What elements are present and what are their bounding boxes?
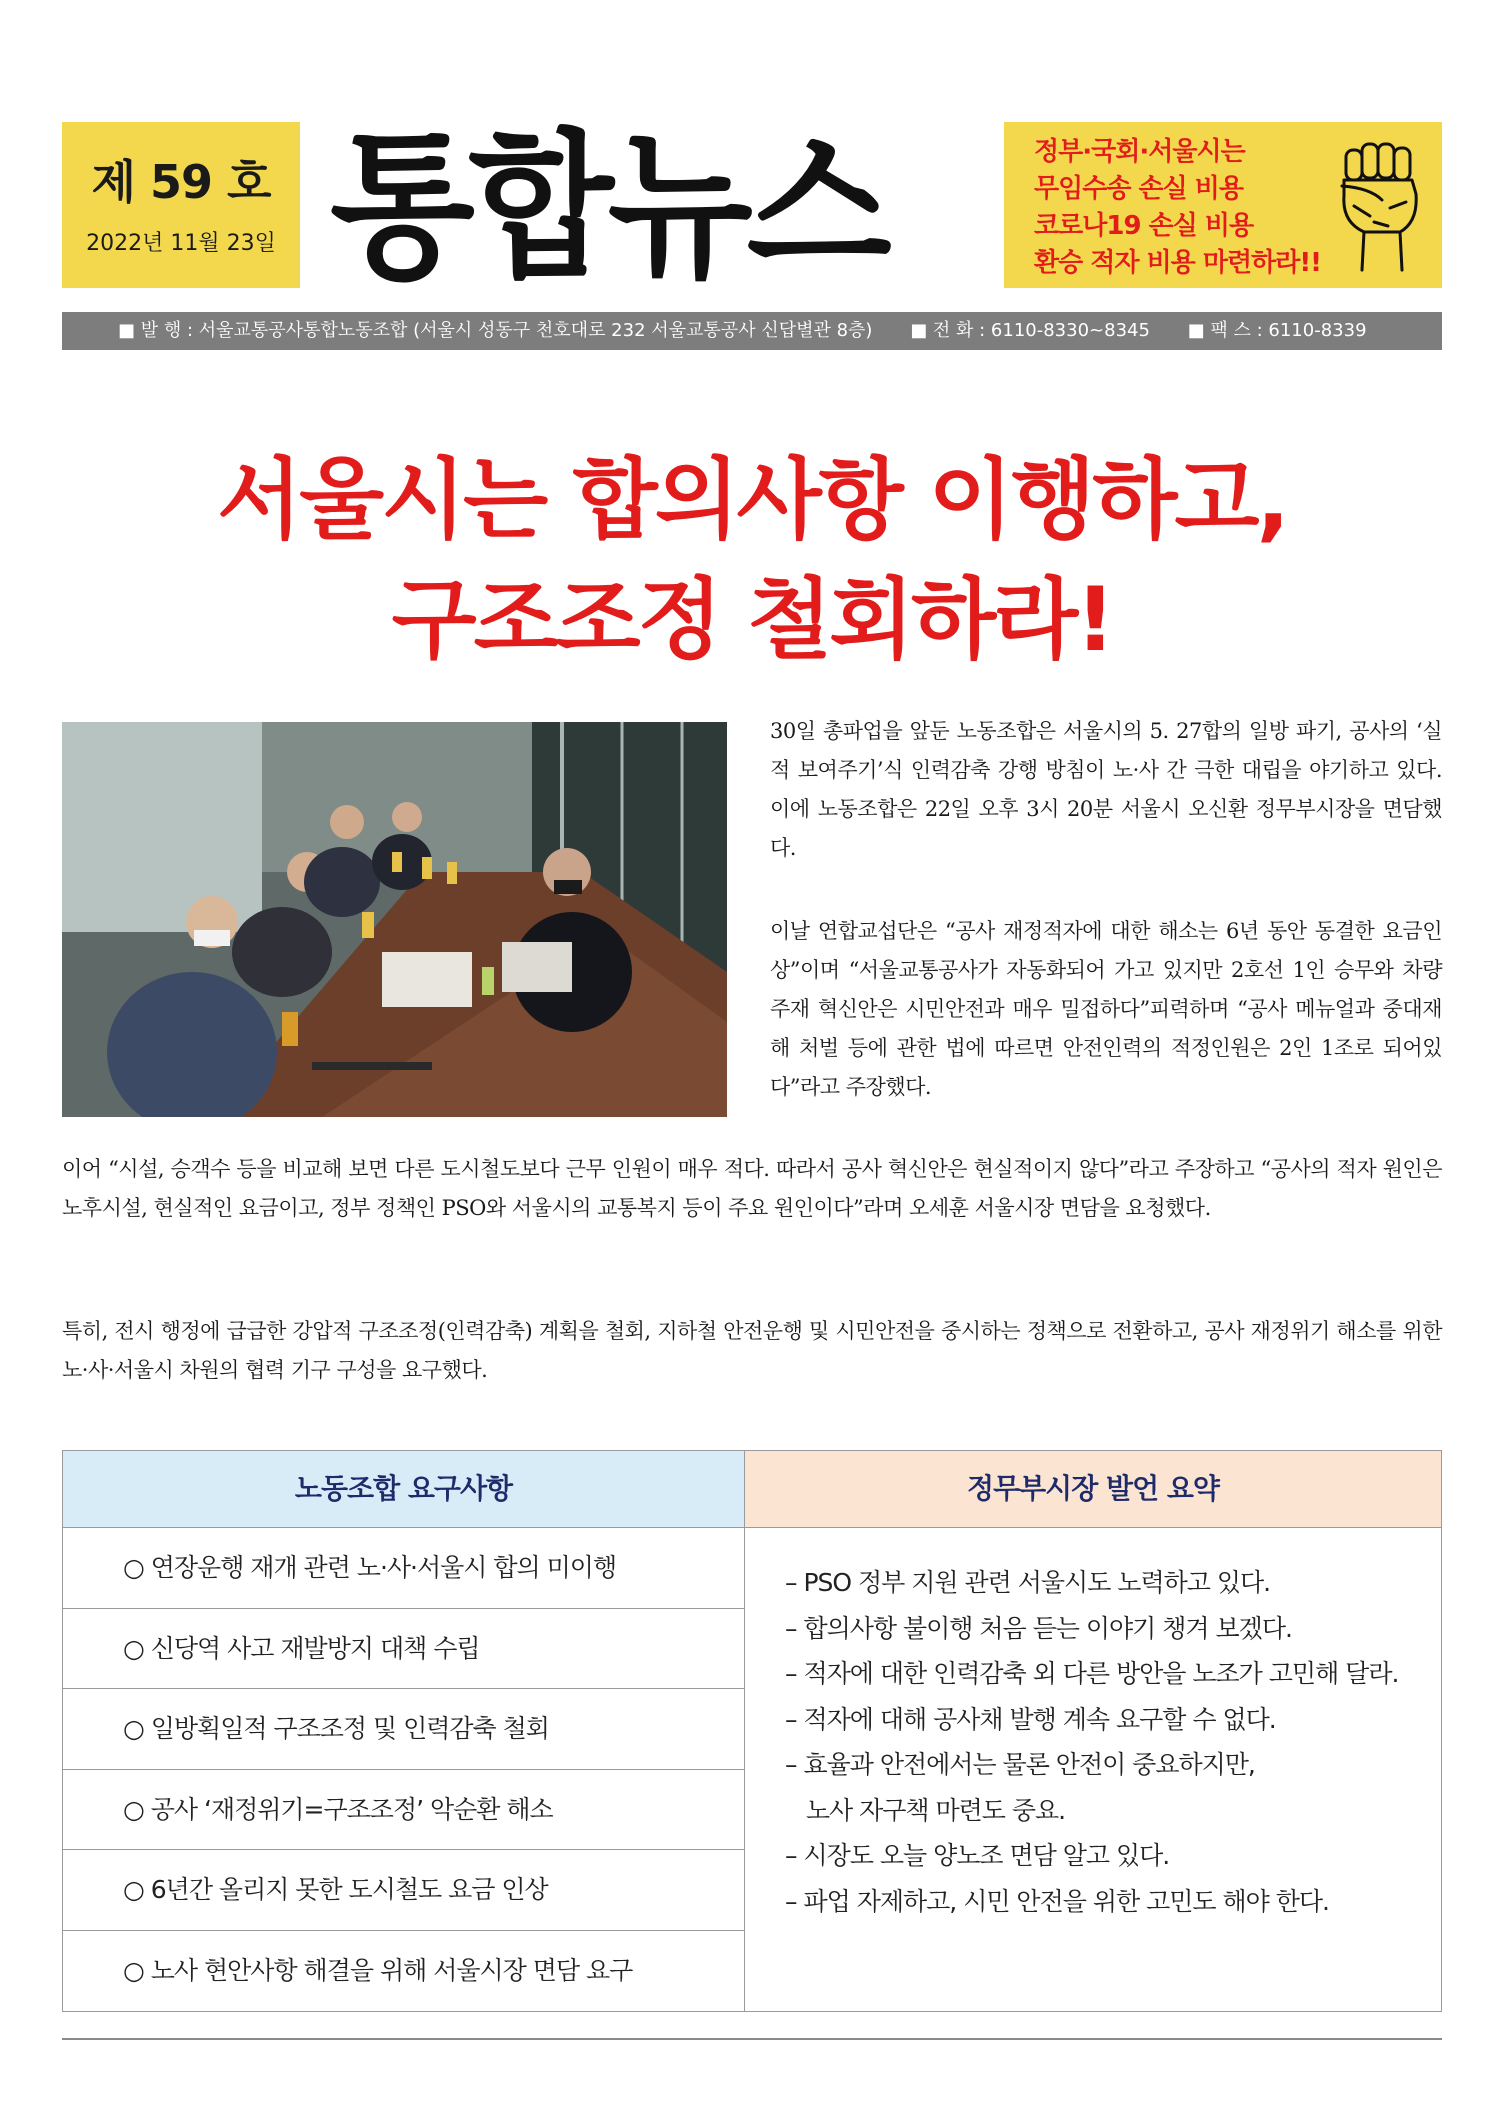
- remark-item: – 효율과 안전에서는 물론 안전이 중요하지만,: [785, 1750, 1255, 1779]
- article-paragraph-4: 특히, 전시 행정에 급급한 강압적 구조조정(인력감축) 계획을 철회, 지하철 안전운행 및 시민안전을 중시하는 정책으로 전환하고, 공사 재정위기 해소를 위한 노·사·서울시 차원의 협력 기구 구성을 요구했다.: [62, 1319, 1442, 1382]
- article-paragraph-1: 30일 총파업을 앞둔 노동조합은 서울시의 5. 27합의 일방 파기, 공사의 ‘실적 보여주기’식 인력감축 강행 방침이 노·사 간 극한 대립을 야기하고 있다. 이에 노동조합은 22일 오후 3시 20분 서울시 오신환 정무부시장을 면담했다.: [770, 719, 1442, 860]
- headline-line-2: 구조조정 철회하라!: [391, 568, 1113, 671]
- demands-table: [62, 1450, 1442, 2012]
- demands-list: [63, 1528, 745, 2011]
- remark-item: – 시장도 오늘 양노조 면담 알고 있다.: [785, 1841, 1170, 1870]
- article-paragraph-3: 이어 “시설, 승객수 등을 비교해 보면 다른 도시철도보다 근무 인원이 매우 적다. 따라서 공사 혁신안은 현실적이지 않다”라고 주장하고 “공사의 적자 원인은 노후시설, 현실적인 요금이고, 정부 정책인 PSO와 서울시의 교통복지 등이 주요 원인이다”라며 오세훈 서울시장 면담을 요청했다.: [62, 1157, 1442, 1220]
- issue-date: 2022년 11월 23일: [86, 231, 276, 256]
- slogan-line: 무임수송 손실 비용: [1034, 174, 1244, 204]
- table-header-demands-label: 노동조합 요구사항: [294, 1472, 513, 1505]
- remark-item: – PSO 정부 지원 관련 서울시도 노력하고 있다.: [785, 1568, 1271, 1597]
- demand-item: ○ 일방획일적 구조조정 및 인력감축 철회: [63, 1689, 744, 1770]
- publisher-info: ■ 발 행 : 서울교통공사통합노동조합 (서울시 성동구 천호대로 232 서울교통공사 신답별관 8층): [118, 320, 873, 341]
- publisher-info-bar: [62, 312, 1442, 350]
- table-header-remarks-label: 정무부시장 발언 요약: [967, 1472, 1219, 1505]
- fax-info: ■ 팩 스 : 6110-8339: [1187, 320, 1367, 341]
- remarks-list: [745, 1528, 1441, 2011]
- issue-box: [62, 122, 300, 288]
- demand-item: ○ 연장운행 재개 관련 노·사·서울시 합의 미이행: [63, 1528, 744, 1609]
- remark-item: – 파업 자제하고, 시민 안전을 위한 고민도 해야 한다.: [785, 1886, 1329, 1916]
- headline: [62, 440, 1442, 680]
- phone-info: ■ 전 화 : 6110-8330~8345: [910, 320, 1150, 341]
- slogan-box: [1004, 122, 1442, 288]
- article-paragraph-2: 이날 연합교섭단은 “공사 재정적자에 대한 해소는 6년 동안 동결한 요금인상”이며 “서울교통공사가 자동화되어 가고 있지만 2호선 1인 승무와 차량 주재 혁신안은 시민안전과 매우 밀접하다”피력하며 “공사 메뉴얼과 중대재해 처벌 등에 관한 법에 따르면 안전인력의 적정인원은 2인 1조로 되어있다”라고 주장했다.: [770, 919, 1442, 1099]
- meeting-photo: [62, 722, 727, 1117]
- raised-fist-icon: [1330, 136, 1430, 276]
- bottom-divider: [62, 2038, 1442, 2040]
- remark-item: 노사 자구책 마련도 중요.: [785, 1795, 1066, 1825]
- demand-item: ○ 6년간 올리지 못한 도시철도 요금 인상: [63, 1850, 744, 1931]
- demand-item: ○ 노사 현안사항 해결을 위해 서울시장 면담 요구: [123, 1955, 633, 1985]
- remark-item: – 합의사항 불이행 처음 듣는 이야기 챙겨 보겠다.: [785, 1613, 1292, 1643]
- headline-line-1: 서울시는 합의사항 이행하고,: [217, 448, 1287, 551]
- remark-item: – 적자에 대해 공사채 발행 계속 요구할 수 없다.: [785, 1704, 1276, 1734]
- remark-item: – 적자에 대한 인력감축 외 다른 방안을 노조가 고민해 달라.: [785, 1659, 1399, 1688]
- slogan-line: 코로나19 손실 비용: [1034, 211, 1254, 241]
- masthead-title: 통합뉴스: [330, 115, 886, 301]
- demand-item: ○ 공사 ‘재정위기=구조조정’ 악순환 해소: [63, 1770, 744, 1851]
- table-header-remarks: [745, 1451, 1441, 1528]
- issue-number: 제 59 호: [91, 155, 271, 209]
- slogan-line: 환승 적자 비용 마련하라!!: [1034, 248, 1322, 278]
- slogan-line: 정부·국회·서울시는: [1034, 137, 1245, 167]
- demand-item: ○ 신당역 사고 재발방지 대책 수립: [63, 1609, 744, 1690]
- table-header-demands: [63, 1451, 745, 1528]
